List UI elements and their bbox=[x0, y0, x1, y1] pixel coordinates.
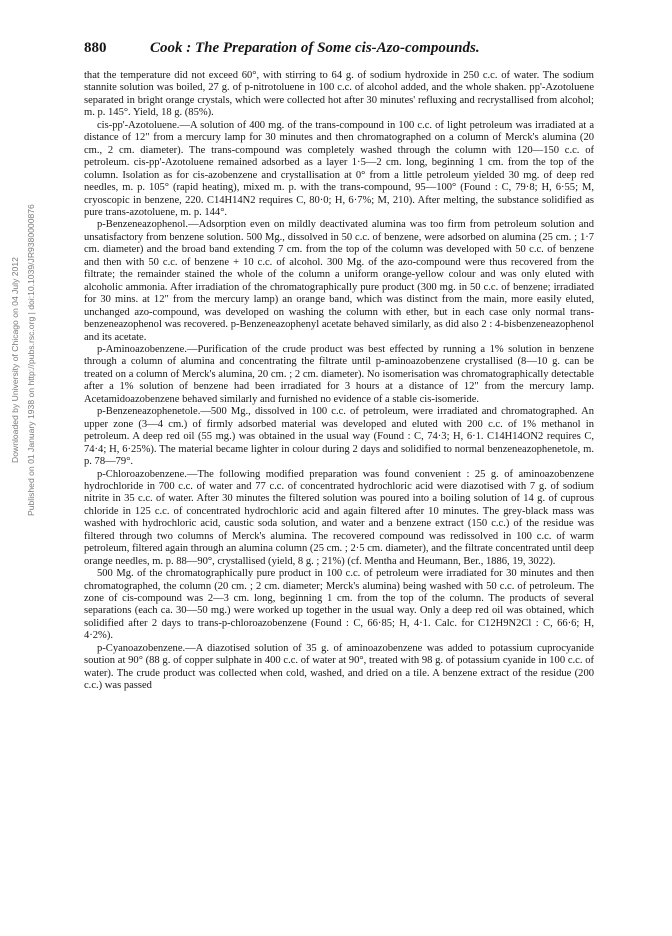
paragraph-cyanoazobenzene: p-Cyanoazobenzene.—A diazotised solution of 35 g. of aminoazobenzene was added to potassium cuprocyanide soution at 90° (88 g. of copper sulphate in 400 c.c. of water at 90°, treated with 98 g. of potassium cyanide in 100 c.c. of water). The crude product was collected when cold, washed, and dried on a tile. A benzene extract of the residue (200 c.c.) was passed bbox=[84, 642, 594, 692]
running-title: Cook : The Preparation of Some cis-Azo-compounds. bbox=[150, 40, 480, 56]
download-watermark bbox=[4, 150, 50, 570]
paragraph-aminoazobenzene: p-Aminoazobenzene.—Purification of the crude product was best effected by running a 1% solution in benzene through a column of alumina and concentrating the filtrate until p-aminoazobenzene crystallised (8—10 g. can be treated on a column of Merck's alumina, 20 cm. ; 2 cm. diameter). No isomerisation was chromatographically detectable after a 1% solution of benzene had been irradiated for 3 hours at a distance of 12" from the mercury lamp. Acetamidoazobenzene behaved similarly and furnished no evidence of a stable cis-isomeride. bbox=[84, 343, 594, 405]
running-header bbox=[84, 40, 594, 64]
watermark-publication-line: Published on 01 January 1938 on http://pubs.rsc.org | doi:10.1039/JR9380000876 bbox=[26, 204, 36, 516]
article-body bbox=[84, 70, 594, 693]
page-number: 880 bbox=[84, 40, 107, 56]
paragraph-benzeneazophenetole: p-Benzeneazophenetole.—500 Mg., dissolved in 100 c.c. of petroleum, were irradiated and chromatographed. An upper zone (3—4 cm.) of firmly adsorbed material was developed and eluted with 200 c.c. of 1% methanol in petroleum. A deep red oil (55 mg.) was obtained in the usual way (Found : C, 74·3; H, 6·1. C14H14ON2 requires C, 74·4; H, 6·25%). The material became lighter in colour during 2 days and solidified to normal benzeneazophenetole, m. p. 78—79°. bbox=[84, 406, 594, 468]
paragraph-benzeneazophenol: p-Benzeneazophenol.—Adsorption even on mildly deactivated alumina was too firm from petroleum solution and unsatisfactory from benzene solution. 500 Mg., dissolved in 50 c.c. of benzene, were adsorbed on alumina (25 cm. ; 1·7 cm. diameter) and the broad band extending 7 cm. from the top of the column was developed with 50 c.c. of benzene and then with 50 c.c. of benzene + 10 c.c. of alcohol. 300 Mg. of the azo-compound were thus recovered from the filtrate; the remainder stained the whole of the column a uniform orange-yellow colour and was only eluted with alcoholic ammonia. After irradiation of the chromatographically pure product (300 mg. in 50 c.c. of benzene; irradiated for 30 mins. at 12" from the mercury lamp) an orange band, which was distinct from the main, more easily eluted, unchanged azo-compound, was developed on washing the column with ether, but in each case only normal trans-benzeneazophenol was recovered. p-Benzeneazophenyl acetate behaved similarly, as did also 2 : 4-bisbenzeneazophenol and its acetate. bbox=[84, 219, 594, 343]
paragraph-chloroazobenzene-irradiation: 500 Mg. of the chromatographically pure product in 100 c.c. of petroleum were irradiated for 30 minutes and then chromatographed, the column (20 cm. ; 2 cm. diameter; Merck's alumina) being washed with 50 c.c. of petroleum. The zone of cis-compound was 2—3 cm. long, beginning 1 cm. from the top of the column. The products of several separations (each ca. 30—50 mg.) were worked up together in the usual way. Only a deep red oil was obtained, which solidified after 2 days to trans-p-chloroazobenzene (Found : C, 66·85; H, 4·1. Calc. for C12H9N2Cl : C, 66·6; H, 4·2%). bbox=[84, 568, 594, 642]
watermark-download-line: Downloaded by University of Chicago on 04 July 2012 bbox=[10, 257, 20, 463]
paragraph-azotoluene-preparation: that the temperature did not exceed 60°, with stirring to 64 g. of sodium hydroxide in 250 c.c. of water. The sodium stannite solution was boiled, 27 g. of p-nitrotoluene in 100 c.c. of alcohol added, and the whole shaken. pp'-Azotoluene separated in bright orange crystals, which were collected hot after 30 minutes' refluxing and recrystallised from alcohol; m. p. 145°. Yield, 18 g. (85%). bbox=[84, 70, 594, 119]
paragraph-cis-azotoluene: cis-pp'-Azotoluene.—A solution of 400 mg. of the trans-compound in 100 c.c. of light petroleum was irradiated at a distance of 12" from a mercury lamp for 30 minutes and then chromatographed on a column of Merck's alumina (20 cm., 2 cm. diameter). The trans-compound was completely washed through the column with 120—150 c.c. of petroleum. cis-pp'-Azotoluene remained adsorbed as a layer 1·5—2 cm. long, beginning 1 cm. from the top of the column. Isolation as for cis-azobenzene and crystallisation at 0° from a little petroleum yielded 30 mg. of deep red needles, m. p. 105° (rapid heating), mixed m. p. with the trans-compound, 95—100° (Found : C, 79·8; H, 6·55; M, cryoscopic in benzene, 220. C14H14N2 requires C, 80·0; H, 6·7%; M, 210). After melting, the substance solidified as pure trans-azotoluene, m. p. 144°. bbox=[84, 119, 594, 218]
paragraph-chloroazobenzene: p-Chloroazobenzene.—The following modified preparation was found convenient : 25 g. of aminoazobenzene hydrochloride in 700 c.c. of water and 77 c.c. of concentrated hydrochloric acid were diazotised with 7 g. of sodium nitrite in 35 c.c. of water. After 30 minutes the filtered solution was poured into a boiling solution of 14 g. of cuprous chloride in 125 c.c. of concentrated hydrochloric acid and again filtered after 10 minutes. The grey-black mass was washed with hydrochloric acid, caustic soda solution, and water and a benzene extract (150 c.c.) of the residue was filtered through two columns of Merck's alumina. The recovered compound was redissolved in 100 c.c. of warm petroleum, filtered again through an alumina column (25 cm. ; 2·5 cm. diameter), and the filtrate concentrated until deep orange needles, m. p. 88—90°, crystallised (yield, 8 g. ; 21%) (cf. Mentha and Heumann, Ber., 1886, 19, 3022). bbox=[84, 468, 594, 567]
